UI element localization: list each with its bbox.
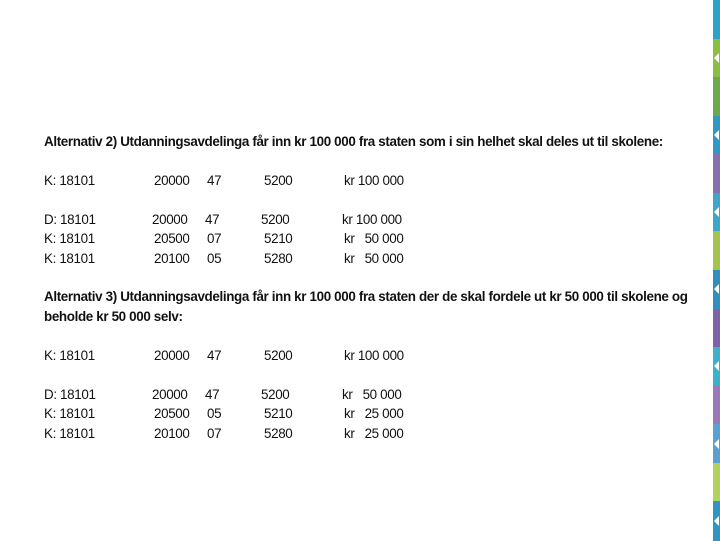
entry-type: D: 18101 (44, 386, 96, 402)
entry-sub: 47 (207, 348, 222, 363)
entry-amount: kr 100 000 (344, 348, 404, 363)
entry-amount: kr 50 000 (344, 250, 404, 266)
table-row (44, 249, 694, 269)
stripe-segment (713, 77, 720, 117)
entry-type: D: 18101 (44, 211, 96, 227)
alt2-heading: Alternativ 2) Utdanningsavdelinga får inn kr 100 000 fra staten som i sin helhet skal deles ut til skolene: (44, 134, 663, 149)
table-row (44, 385, 694, 405)
entry-department: 20500 (154, 406, 190, 421)
entry-department: 20000 (154, 348, 190, 363)
entry-department: 20100 (154, 250, 190, 266)
entry-account: 5280 (264, 250, 293, 266)
entry-amount: kr 25 000 (344, 425, 404, 441)
table-row (44, 210, 694, 230)
alt3-heading: Alternativ 3) Utdanningsavdelinga får inn kr 100 000 fra staten der de skal fordele ut kr 50 000 til skolene og beholde kr 50 000 selv: (44, 289, 688, 324)
alt2-k-line (44, 171, 694, 191)
entry-type: K: 18101 (44, 406, 95, 421)
entry-sub: 05 (207, 406, 222, 421)
entry-amount: kr 100 000 (344, 173, 404, 188)
stripe-segment (713, 154, 720, 194)
stripe-notch (714, 207, 719, 217)
stripe-notch (714, 361, 719, 371)
entry-type: K: 18101 (44, 348, 95, 363)
entry-account: 5210 (264, 406, 293, 421)
entry-sub: 47 (205, 386, 220, 402)
stripe-segment (713, 463, 720, 503)
entry-department: 20000 (154, 173, 190, 188)
table-row (44, 229, 694, 249)
entry-amount: kr 50 000 (344, 231, 404, 246)
stripe-notch (714, 284, 719, 294)
entry-type: K: 18101 (44, 250, 95, 266)
stripe-segment (713, 0, 720, 40)
table-row (44, 404, 694, 424)
entry-sub: 47 (205, 211, 220, 227)
entry-sub: 47 (207, 173, 222, 188)
stripe-segment (713, 231, 720, 271)
entry-sub: 07 (207, 425, 222, 441)
stripe-notch (714, 516, 719, 526)
entry-type: K: 18101 (44, 231, 95, 246)
entry-department: 20000 (152, 211, 188, 227)
entry-account: 5280 (264, 425, 293, 441)
alt3-k-line (44, 346, 694, 366)
stripe-notch (714, 130, 719, 140)
table-row (44, 424, 694, 444)
stripe-notch (714, 439, 719, 449)
decorative-side-stripe (713, 0, 720, 540)
entry-department: 20100 (154, 425, 190, 441)
entry-department: 20500 (154, 231, 190, 246)
entry-account: 5200 (261, 386, 290, 402)
entry-amount: kr 50 000 (342, 386, 402, 402)
entry-type: K: 18101 (44, 425, 95, 441)
stripe-segment (713, 309, 720, 349)
stripe-segment (713, 386, 720, 426)
entry-type: K: 18101 (44, 173, 95, 188)
entry-account: 5200 (261, 211, 290, 227)
entry-account: 5200 (264, 173, 293, 188)
document-body (44, 132, 694, 443)
entry-sub: 07 (207, 231, 222, 246)
entry-department: 20000 (152, 386, 188, 402)
stripe-notch (714, 53, 719, 63)
entry-sub: 05 (207, 250, 222, 266)
entry-amount: kr 25 000 (344, 406, 404, 421)
entry-account: 5210 (264, 231, 293, 246)
entry-amount: kr 100 000 (342, 211, 402, 227)
entry-account: 5200 (264, 348, 293, 363)
